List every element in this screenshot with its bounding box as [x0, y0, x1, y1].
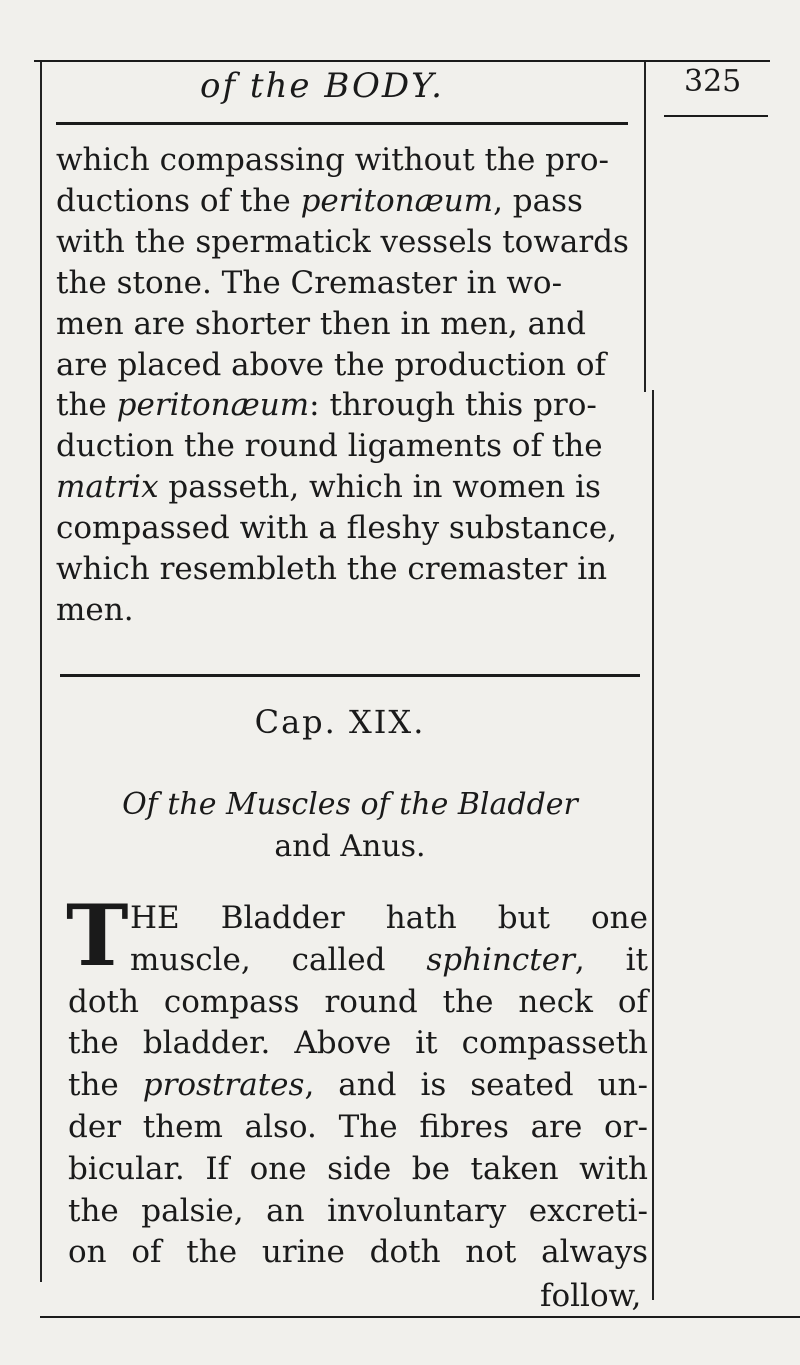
chapter-separator-rule — [60, 674, 640, 677]
chapter-subtitle-line1: Of the Muscles of the Bladder — [122, 787, 578, 822]
drop-cap: T — [66, 886, 129, 985]
text-line: the bladder. Above it compasseth — [68, 1025, 648, 1062]
text-line: matrix passeth, which in women is — [56, 469, 601, 506]
text-line: compassed with a fleshy substance, — [56, 510, 618, 547]
left-border-line — [40, 62, 42, 1282]
text-line: duction the round ligaments of the — [56, 428, 603, 465]
text-line: are placed above the production of — [56, 346, 606, 383]
text-line: on of the urine doth not always — [68, 1234, 648, 1271]
text-line: men. — [56, 591, 134, 628]
bottom-border-rule — [40, 1316, 800, 1318]
header-underline-rule — [56, 122, 628, 125]
text-line: der them also. The fibres are or- — [68, 1108, 648, 1145]
text-line: the peritonæum: through this pro- — [56, 387, 597, 424]
right-border-line — [652, 390, 654, 1300]
text-line: muscle, called sphincter, it — [130, 941, 648, 978]
text-line: bicular. If one side be taken with — [68, 1150, 648, 1187]
chapter-subtitle — [60, 784, 640, 868]
top-border-rule — [34, 60, 770, 62]
catchword: follow, — [540, 1278, 642, 1314]
text-line: doth compass round the neck of — [68, 983, 648, 1020]
page-number: 325 — [684, 64, 742, 99]
section1-text — [56, 140, 630, 631]
text-line: the prostrates, and is seated un- — [68, 1067, 648, 1104]
text-line: which resembleth the cremaster in — [56, 551, 608, 588]
header-divider-line — [644, 62, 646, 392]
text-line: HE Bladder hath but one — [130, 900, 648, 936]
section2-text — [66, 886, 648, 1274]
text-line: the stone. The Cremaster in wo- — [56, 264, 563, 301]
text-line: ductions of the peritonæum, pass — [56, 182, 583, 219]
text-line: which compassing without the pro- — [56, 142, 609, 178]
text-line: the palsie, an involuntary excreti- — [68, 1192, 648, 1229]
page-number-underline — [664, 115, 768, 117]
chapter-heading: Cap. XIX. — [254, 703, 426, 741]
chapter-subtitle-line2: and Anus. — [274, 829, 426, 864]
text-line: men are shorter then in men, and — [56, 305, 586, 342]
text-line: with the spermatick vessels towards — [56, 223, 629, 260]
running-head: of the BODY. — [200, 66, 444, 106]
